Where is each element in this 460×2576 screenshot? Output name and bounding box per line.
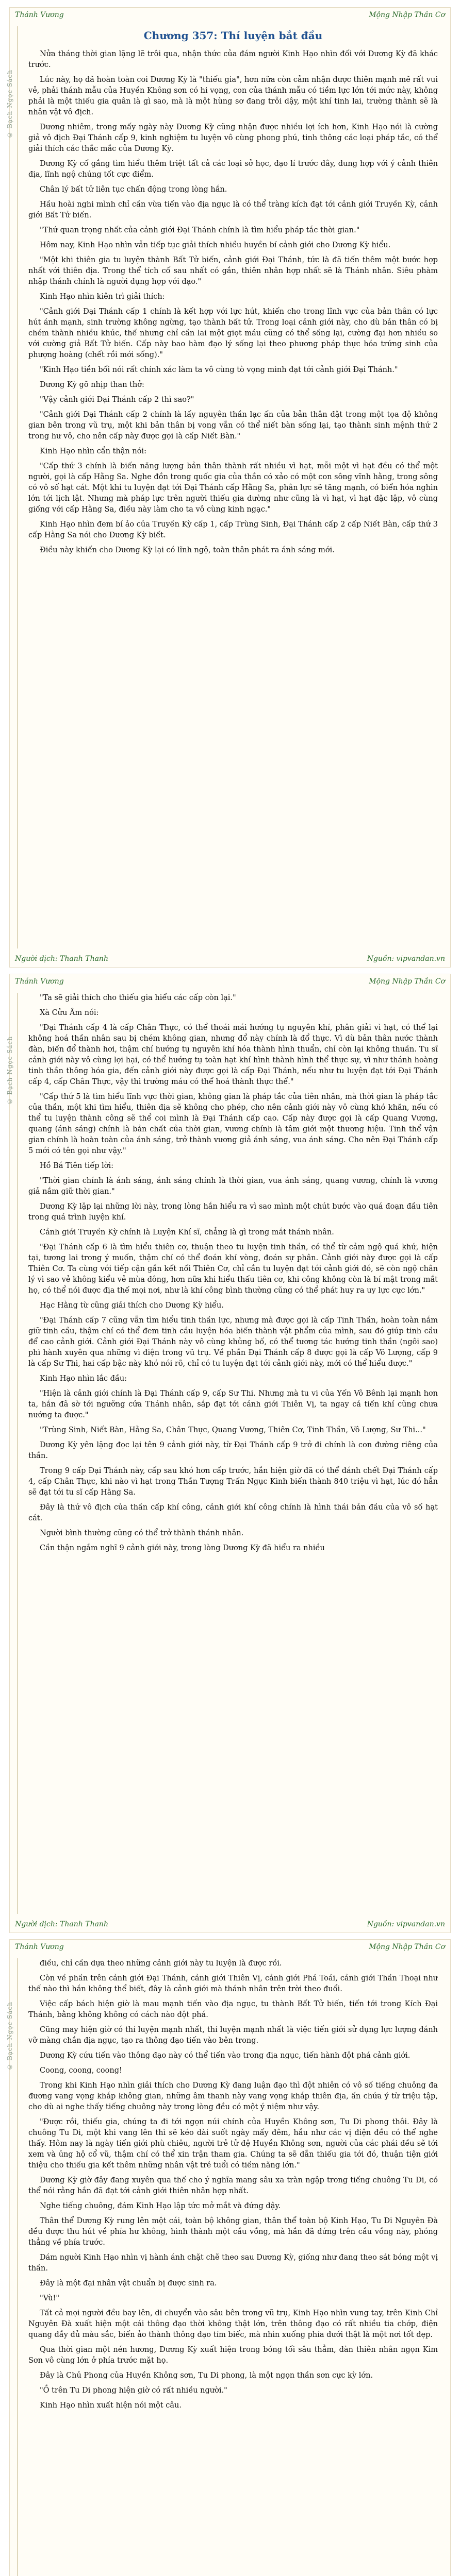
page-header [15,11,445,19]
paragraph: Đây là thứ vô địch của thần cấp khí công, cảnh giới khí công chính là hình thái bản đầu của vô số hạt cát. [28,1503,438,1522]
paragraph: Kinh Hạo nhìn xuất hiện nói một câu. [40,2401,182,2410]
header-author: Mộng Nhập Thần Cơ [369,977,445,986]
paragraph: "Hiện là cảnh giới chính là Đại Thánh cấp 9, cấp Sư Thi. Nhưng mà tu vi của Yến Võ Bênh lại mạnh hơn ta, hắn đã sờ tới ngưỡng cửa Thánh nhân, sắp đạt tới cảnh giới Thiên Vị, ta ngay cả tiến khí cũng chưa nướng ta được." [28,1389,438,1419]
paragraph: "Đại Thánh cấp 4 là cấp Chân Thực, có thể thoái mái hướng tụ nguyên khí, phân giải vì hạt, có thể lại không hoá thần nhân sau bị chém không gian, nhưng đổ này chính là đổ thực. Vì dù bản thân nước thành đàn, biến đổ thành hơi, thậm chí hướng tụ nguyên khí hóa thành hình thuẩn, chỉ còn lại không thuần. Tu sĩ cảnh giới này vô cùng lợi hại, có thể hướng tụ toàn hạt khí hình thành hình thể thực sự, vì như thánh hoàng tinh thần thông hóa gia, đến cảnh giới này được gọi là cấp Đại Thánh, nếu như tu luyện đạt tới Đại Thánh cấp 4, cấp Chân Thực, vậy thì trường máu có thể hoá thành thực thể." [28,1024,438,1086]
paragraph: "Được rồi, thiếu gia, chúng ta đi tới ngọn núi chính của Huyền Không sơn, Tu Di phong thôi. Đây là chuông Tu Di, một khi vang lên thì sẽ kéo dài suốt ngày mấy đêm, hầu như các vị điện đều có thể nghe thấy. Hôm nay là ngày tiến giới phù chiêu, người trẻ tử đệ Huyền Không sơn, người của các phái đều sẽ tới xem và ủng hộ cổ vũ, thậm chí có thể xin trận tham gia. Chúng ta sẽ dẫn thiếu gia tới đó, thuận tiện giới thiệu cho thiếu gia kết thêm những nhân vật trẻ tuổi có tiềm năng lớn." [28,2118,438,2170]
paragraph: Dương Kỳ cố gắng tìm hiểu thêm triệt tất cả các loại sở học, đạo lí trước đây, dung hợp với ý cảnh thiên địa, lĩnh ngộ chúng tốt cực điểm. [28,160,438,179]
paragraphs [28,49,438,556]
footer-translator: Người dịch: Thanh Thanh [15,1920,108,1928]
paragraph: Kinh Hạo nhìn lắc đầu: [40,1375,127,1383]
paragraph: Kinh Hạo nhìn cẩn thận nói: [40,447,146,455]
paragraph: "Cấp thứ 3 chính là biến năng lượng bản thân thành rất nhiều vì hạt, mỗi một vì hạt đều có thể một người, gọi là cấp Hằng Sa. Nghe đồn trong quốc gia của thần có xảo có một con sông vĩnh hằng, trong sông có vô số hạt cát. Một khi tu luyện đạt tới Đại Thánh cấp Hằng Sa, phân lực sẽ tăng mạnh, có biển hóa nghìn lớn tới lịch lật. Nhưng mà pháp lực trên người thiếu gia dường như cũng là vì hạt, vì hạt đặc lập, vô cùng giống với cấp Hằng Sa, điều này làm cho ta vô cùng kinh ngạc." [28,462,438,514]
margin-rule [17,26,18,948]
paragraph: "Ồ trên Tu Di phong hiện giờ có rất nhiều người." [40,2386,227,2395]
page-content [28,26,438,948]
footer-source: Nguồn: vipvandan.vn [367,1920,445,1928]
footer-translator: Người dịch: Thanh Thanh [15,955,108,963]
page-header [15,977,445,986]
paragraph: "Đại Thánh cấp 7 cũng vẫn tìm hiểu tinh thần lực, nhưng mà được gọi là cấp Tinh Thần, hoàn toàn nắm giữ tinh cầu, thậm chí có thể đem tinh cầu luyện hóa biến thành vật phẩm của mình, sau đó giúp tinh cầu để cao cảnh giới. Cảnh giới Đại Thánh này vô cùng khủng bố, có thể tương tác hướng tinh thần (ngôi sao) phì hành xuyên qua những vì điện trong vũ trụ. Về phần Đại Thánh cấp 8 được gọi là cấp Võ Lượng, cấp 9 là cấp Sư Thi, hai cấp bậc này khó nói rõ, chỉ có tu luyện đạt tới cảnh giới này, mới có thể hiểu được." [28,1316,438,1368]
footer-source: Nguồn: vipvandan.vn [367,955,445,963]
paragraph: Kinh Hạo nhìn kiên trì giải thích: [40,293,165,301]
paragraph: Việc cấp bách hiện giờ là mau mạnh tiến vào địa ngục, tu thành Bất Tử biến, tiến tới trong Kích Đại Thánh, bằng không không có cách nào đột phá. [28,2000,438,2019]
paragraphs [28,1958,438,2411]
paragraph: Hầu hoài nghi mình chỉ cần vừa tiến vào địa ngục là có thể tràng kích đạt tới cảnh giới Truyền Kỳ, cảnh giới Bất Tử biến. [28,200,438,219]
page-footer [15,1920,445,1928]
paragraph: Cũng may hiện giờ có thí luyện mạnh nhất, thí luyện mạnh nhất là việc tiến giới sử dụng lực lượng đánh vỡ màng chắn địa ngục, tạo ra thông đạo tiến vào bên trong. [28,2026,438,2045]
header-novel-title: Thánh Vương [15,1943,64,1951]
paragraph: Qua thời gian một nén hương, Dương Kỳ xuất hiện trong bóng tối sâu thẳm, đàn thiên nhân ngọn Kim Sơn vô cùng lớn ở phía trước mặt họ. [28,2346,438,2365]
page-footer [15,955,445,963]
paragraph: Trong 9 cấp Đại Thánh này, cấp sau khó hơn cấp trước, hắn hiện giờ đã có thể đánh chết Đại Thánh cấp 4, cấp Chân Thực, khi nào vì hạt trong Thần Tượng Trấn Ngục Kinh biến thành 840 triệu vì hạt, lúc đó hẳn sẽ đạt tới tu sĩ cấp Hằng Sa. [28,1467,438,1497]
paragraph: "Vậy cảnh giới Đại Thánh cấp 2 thì sao?" [40,396,194,404]
paragraph: Coong, coong, coong! [40,2066,122,2075]
page-header [15,1943,445,1951]
paragraph: Dương Kỳ cứu tiến vào thông đạo này có thể tiến vào trong địa ngục, tiến hành đột phá cảnh giới. [40,2052,410,2060]
paragraph: Thân thể Dương Kỳ rung lên một cái, toàn bộ không gian, thân thể toàn bộ Kinh Hạo, Tu Di Nguyên Đà đều được thu hút về phía hư không, hình thành một cầu vồng, mà hắn đã đứng trên cầu vồng này, phóng thẳng về phía trước. [28,2217,438,2247]
paragraph: điều, chỉ cần dựa theo những cảnh giới này tu luyện là được rồi. [40,1959,282,1968]
paragraph: Hôm nay, Kinh Hạo nhìn vẫn tiếp tục giải thích nhiều huyền bí cảnh giới cho Dương Kỳ hiểu. [40,241,391,249]
paragraph: Đây là Chủ Phong của Huyền Không sơn, Tu Di phong, là một ngọn thần sơn cực kỳ lớn. [40,2371,373,2380]
paragraphs [28,993,438,1554]
paragraph: Kinh Hạo nhìn đem bí ảo của Truyền Kỳ cấp 1, cấp Trùng Sinh, Đại Thánh cấp 2 cấp Niết Bàn, cấp thứ 3 cấp Hằng Sa nói cho Dương Kỳ biết. [28,520,438,539]
paragraph: Lúc này, họ đã hoàn toàn coi Dương Kỳ là "thiếu gia", hơn nữa còn cảm nhận được thiên mạnh mẽ rất vui vẻ, phải thánh mẫu của Huyền Không sơn có hi vọng, con của thánh mẫu có tiềm lực lớn tới mức này, không phải là một thiếu gia quân là gì sao, mà là một hùng sơ đang trỗi dậy, một khí tinh lai, trường thành sẽ là nhân vật vô địch. [28,76,438,116]
document-page-3 [6,1939,451,2576]
margin-rule [17,1958,18,2576]
document-page-1 [6,7,451,968]
document-page-2 [6,974,451,1933]
paragraph: Dương Kỳ yên lặng đọc lại tên 9 cảnh giới này, từ Đại Thánh cấp 9 trở đi chính là con đường riêng của thần. [28,1441,438,1460]
paragraph: Điều này khiến cho Dương Kỳ lại có lĩnh ngộ, toàn thân phát ra ánh sáng mới. [40,546,335,554]
paragraph: Dương Kỳ lặp lại những lời này, trong lòng hắn hiểu ra vì sao mình một chút bước vào quá đoạn đầu tiên trong quá trình luyện khí. [28,1202,438,1222]
paragraph: Nửa tháng thời gian lặng lẽ trôi qua, nhận thức của đám người Kinh Hạo nhìn đối với Dương Kỳ đã khác trước. [28,50,438,69]
paragraph: "Cấp thứ 5 là tìm hiểu lĩnh vực thời gian, không gian là pháp tắc của tiên nhân, mà thời gian là pháp tắc của thần, một khi tìm hiểu, thiên địa sẽ không cho phép, cho nên cảnh giới này vô cùng khó khăn, nếu có thể tu luyện thành công sẽ thể coi mình là Đại Thánh cấp cao. Cấp này được gọi là cấp Quang Vương, quang (ánh sáng) chính là bản chất của thời gian, vương chính là tâm giới một thương hiệu. Tinh thể vận gian chính là hoàn toàn của ánh sáng, trở thành vương giả ánh sáng, vua ánh sáng. Cho nên Đại Thánh cấp 5 mới có tên gọi như vậy." [28,1093,438,1155]
paragraph: "Ta sẽ giải thích cho thiếu gia hiểu các cấp còn lại." [40,994,236,1002]
paragraph: "Một khi thiên gia tu luyện thành Bất Tử biến, cảnh giới Đại Thánh, tức là đã tiến thêm một bước hợp nhất với thiên địa. Trong thể tích cố sau nhất có gắn, thiên nhân hợp nhất sẽ là Thánh nhân. Siêu phàm nhập thánh chính là người dụng hợp với đạo." [28,256,438,286]
paragraph: Dương Kỳ giờ đây đang xuyên qua thế cho ý nghĩa mang sâu xa tràn ngập trong tiếng chuông Tu Di, có thể nói rằng hắn đã đạt tới cảnh giới thiên nhân hợp nhất. [28,2176,438,2195]
page-content [28,993,438,1914]
paragraph: Trong khi Kinh Hạo nhìn giải thích cho Dương Kỳ đang luận đạo thì đột nhiên có vô số tiếng chuông đa đương vang vọng khắp không gian, những âm thanh này vang vọng khắp thiên địa, ấn chứa ý từ triệu tập, cho dù ai nghe thấy tiếng chuông này trong lòng đều có một ý niệm như vậy. [28,2081,438,2111]
paragraph: Cần thận ngắm nghĩ 9 cảnh giới này, trong lòng Dương Kỳ đã hiểu ra nhiều [40,1544,325,1552]
paragraph: Hạc Hằng từ cũng giải thích cho Dương Kỳ hiểu. [40,1301,224,1310]
paragraph: Cảnh giới Truyền Kỳ chính là Luyện Khí sĩ, chẳng là gì trong mắt thánh nhân. [40,1228,334,1236]
paragraph: "Cảnh giới Đại Thánh cấp 2 chính là lấy nguyên thần lạc ấn của bản thân đặt trong một tọa độ không gian bên trong vũ trụ, một khi bản thân bị vong vẫn có thể niết bàn sống lại, tạo thành sinh mệnh thứ 2 trong hư vô, cho nên cấp này được gọi là cấp Niết Bàn." [28,411,438,440]
header-novel-title: Thánh Vương [15,977,64,986]
paragraph: Còn về phần trên cảnh giới Đại Thánh, cảnh giới Thiên Vị, cảnh giới Phá Toái, cảnh giới Thần Thoại như thế nào thì hắn không thể biết, đây là cảnh giới mà thánh nhân trên trời theo đuổi. [28,1974,438,1993]
paragraph: Dương nhiêm, trong mấy ngày này Dương Kỳ cũng nhận được nhiều lợi ích hơn, Kinh Hạo nói là cường giả vô địch Đại Thánh cấp 9, kinh nghiệm tu luyện vô cùng phong phú, tinh thông các loại pháp tắc, có thể giải thích các thắc mắc của Dương Kỳ. [28,123,438,153]
paragraph: "Đại Thánh cấp 6 là tìm hiểu thiên cơ, thuận theo tu luyện tinh thần, có thể từ cảm ngộ quá khứ, hiện tại, tương lai trong ý muốn, thậm chí có thể đoán khí vòng, đoán sự phân. Cảnh giới này được gọi là cấp Thiên Cơ. Ta cùng với tiếp cận gần kết nối Thiên Cơ, chỉ cần tu luyện đạt tới cảnh giới đó, sẽ còn ngộ chân lý vì sao vẻ không kiểu vẻ mùa đông, hơn nữa khi hiểu thấu tiên cơ, khi công không còn là bí mật trong mắt họ, có thể nói được địa thế mọi nơi, như là khí công bình thường cũng có thể phát huy ra uy lực cực lớn." [28,1243,438,1295]
paragraph: "Thời gian chính là ánh sáng, ánh sáng chính là thời gian, vua ánh sáng, quang vương, chính là vương giả nắm giữ thời gian." [28,1177,438,1196]
paragraph: "Thứ quan trọng nhất của cảnh giới Đại Thánh chính là tìm hiểu pháp tắc thời gian." [40,226,360,234]
header-novel-title: Thánh Vương [15,11,64,19]
paragraph: Đây là một đại nhân vật chuẩn bị được sinh ra. [40,2279,217,2287]
margin-rule [17,993,18,1914]
paragraph: "Trùng Sinh, Niết Bàn, Hằng Sa, Chân Thực, Quang Vương, Thiên Cơ, Tinh Thần, Vô Lượng, Sư Thi..." [40,1426,426,1434]
paragraph: Dám người Kinh Hạo nhìn vị hành ánh chặt chẽ theo sau Dương Kỳ, giống như đang theo sát bóng một vị thần. [28,2253,438,2273]
paragraph: Hồ Bá Tiên tiếp lời: [40,1162,114,1170]
paragraph: Người bình thường cũng có thể trở thành thánh nhân. [40,1529,244,1537]
page-content [28,1958,438,2576]
paragraph: "Kinh Hạo tiền bối nói rất chính xác làm ta vô cùng tò vọng mình đạt tới cảnh giới Đại Thánh." [40,366,398,374]
chapter-title: Chương 357: Thí luyện bắt đầu [143,29,323,42]
paragraph: Tất cả mọi người đều bay lên, di chuyển vào sâu bên trong vũ trụ, Kinh Hạo nhìn vung tay, trên Kinh Chỉ Nguyên Đà xuất hiện một cái thông đạo thời không thật lớn, trên thông đạo có rất nhiều tia chớp, điện quang đầy đủ màu sắc, biến ảo thành thông đạo tím biếc, mà nhìn xuống phía dưới thật là một nơi tốt đẹp. [28,2309,438,2339]
side-watermark: © Bạch Ngọc Sách [6,70,13,139]
header-author: Mộng Nhập Thần Cơ [369,11,445,19]
paragraph: Xà Cửu Âm nói: [40,1009,99,1017]
side-watermark: © Bạch Ngọc Sách [6,2002,13,2071]
paragraph: "Vù!" [40,2294,60,2302]
header-author: Mộng Nhập Thần Cơ [369,1943,445,1951]
paragraph: Nghe tiếng chuông, đám Kinh Hạo lập tức mở mắt và đứng dậy. [40,2202,281,2210]
paragraph: Chân lý bất tử liên tục chấn động trong lòng hắn. [40,185,227,194]
paragraph: Dương Kỳ gõ nhịp than thở: [40,381,144,389]
side-watermark: © Bạch Ngọc Sách [6,1036,13,1105]
paragraph: "Cảnh giới Đại Thánh cấp 1 chính là kết hợp với lực hút, khiến cho trong lĩnh vực của bản thân có lực hút ánh mạnh, sinh trường không ngừng, tạo thành bất tử. Trong loại cảnh giới này, cho dù bản thân có bị chém thành nhiều khúc, thế nhưng chỉ cần lai một giọt máu cũng có thể sống lại, cường đại hơn nhiều so với cường giả Bất Tử biến. Cấp này bao hàm đạo lý sống lại theo phương pháp thực hóa trứng sinh của phượng hoàng (chết rồi mới sống)." [28,308,438,359]
